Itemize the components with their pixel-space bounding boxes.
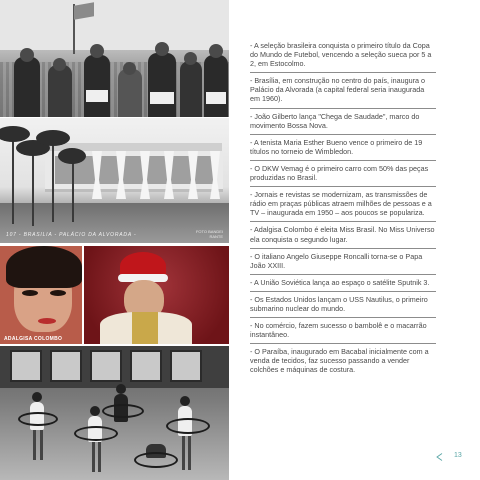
hula-hoop-photo [0,346,229,480]
list-item: - No comércio, fazem sucesso o bambolê e o macarrão instantâneo. [250,318,436,344]
list-item: - O Paraíba, inaugurado em Bacabal inicialmente com a venda de tecidos, faz sucesso passando a vender colchões e máquinas de costura. [250,347,429,375]
list-item: - Brasília, em construção no centro do país, inaugura o Palácio da Alvorada (a capital federal seria inaugurada em 1960). [250,73,436,108]
pope-portrait [84,246,229,344]
photo-caption: 107 - BRASILIA - PALÁCIO DA ALVORADA - [6,232,137,238]
photo-collage [0,0,229,480]
miss-brasil-portrait [0,246,82,344]
chevron-left-icon [436,453,443,461]
list-item: - O DKW Vemag é o primeiro carro com 50% das peças produzidas no Brasil. [250,161,436,187]
list-item: - O italiano Angelo Giuseppe Roncalli torna-se o Papa João XXIII. [250,249,436,275]
photo-credit: FOTO BANDEI RANTE [195,229,223,239]
events-list [250,41,436,379]
list-item: - A União Soviética lança ao espaço o satélite Sputnik 3. [250,275,436,292]
list-item: - Adalgisa Colombo é eleita Miss Brasil. No Miss Universo ela conquista o segundo lugar. [250,222,436,248]
portrait-label: ADALGISA COLOMBO [4,336,63,342]
page-number: 13 [454,452,462,459]
list-item: - João Gilberto lança "Chega de Saudade", marco do movimento Bossa Nova. [250,109,436,135]
world-cup-team-photo [0,0,229,117]
list-item: - A seleção brasileira conquista o primeiro título da Copa do Mundo de Futebol, vencendo a seleção sueca por 5 a 2, em Estocolmo. [250,41,436,73]
palacio-da-alvorada-photo [0,118,229,243]
list-item: - Os Estados Unidos lançam o USS Nautilus, o primeiro submarino nuclear do mundo. [250,292,436,318]
list-item: - Jornais e revistas se modernizam, as transmissões de rádio em praças públicas atraem milhões de pessoas e a TV – inaugurada em 1950 – aos poucos se populariza. [250,187,436,222]
list-item: - A tenista Maria Esther Bueno vence o primeiro de 19 títulos no torneio de Wimbledon. [250,135,436,161]
